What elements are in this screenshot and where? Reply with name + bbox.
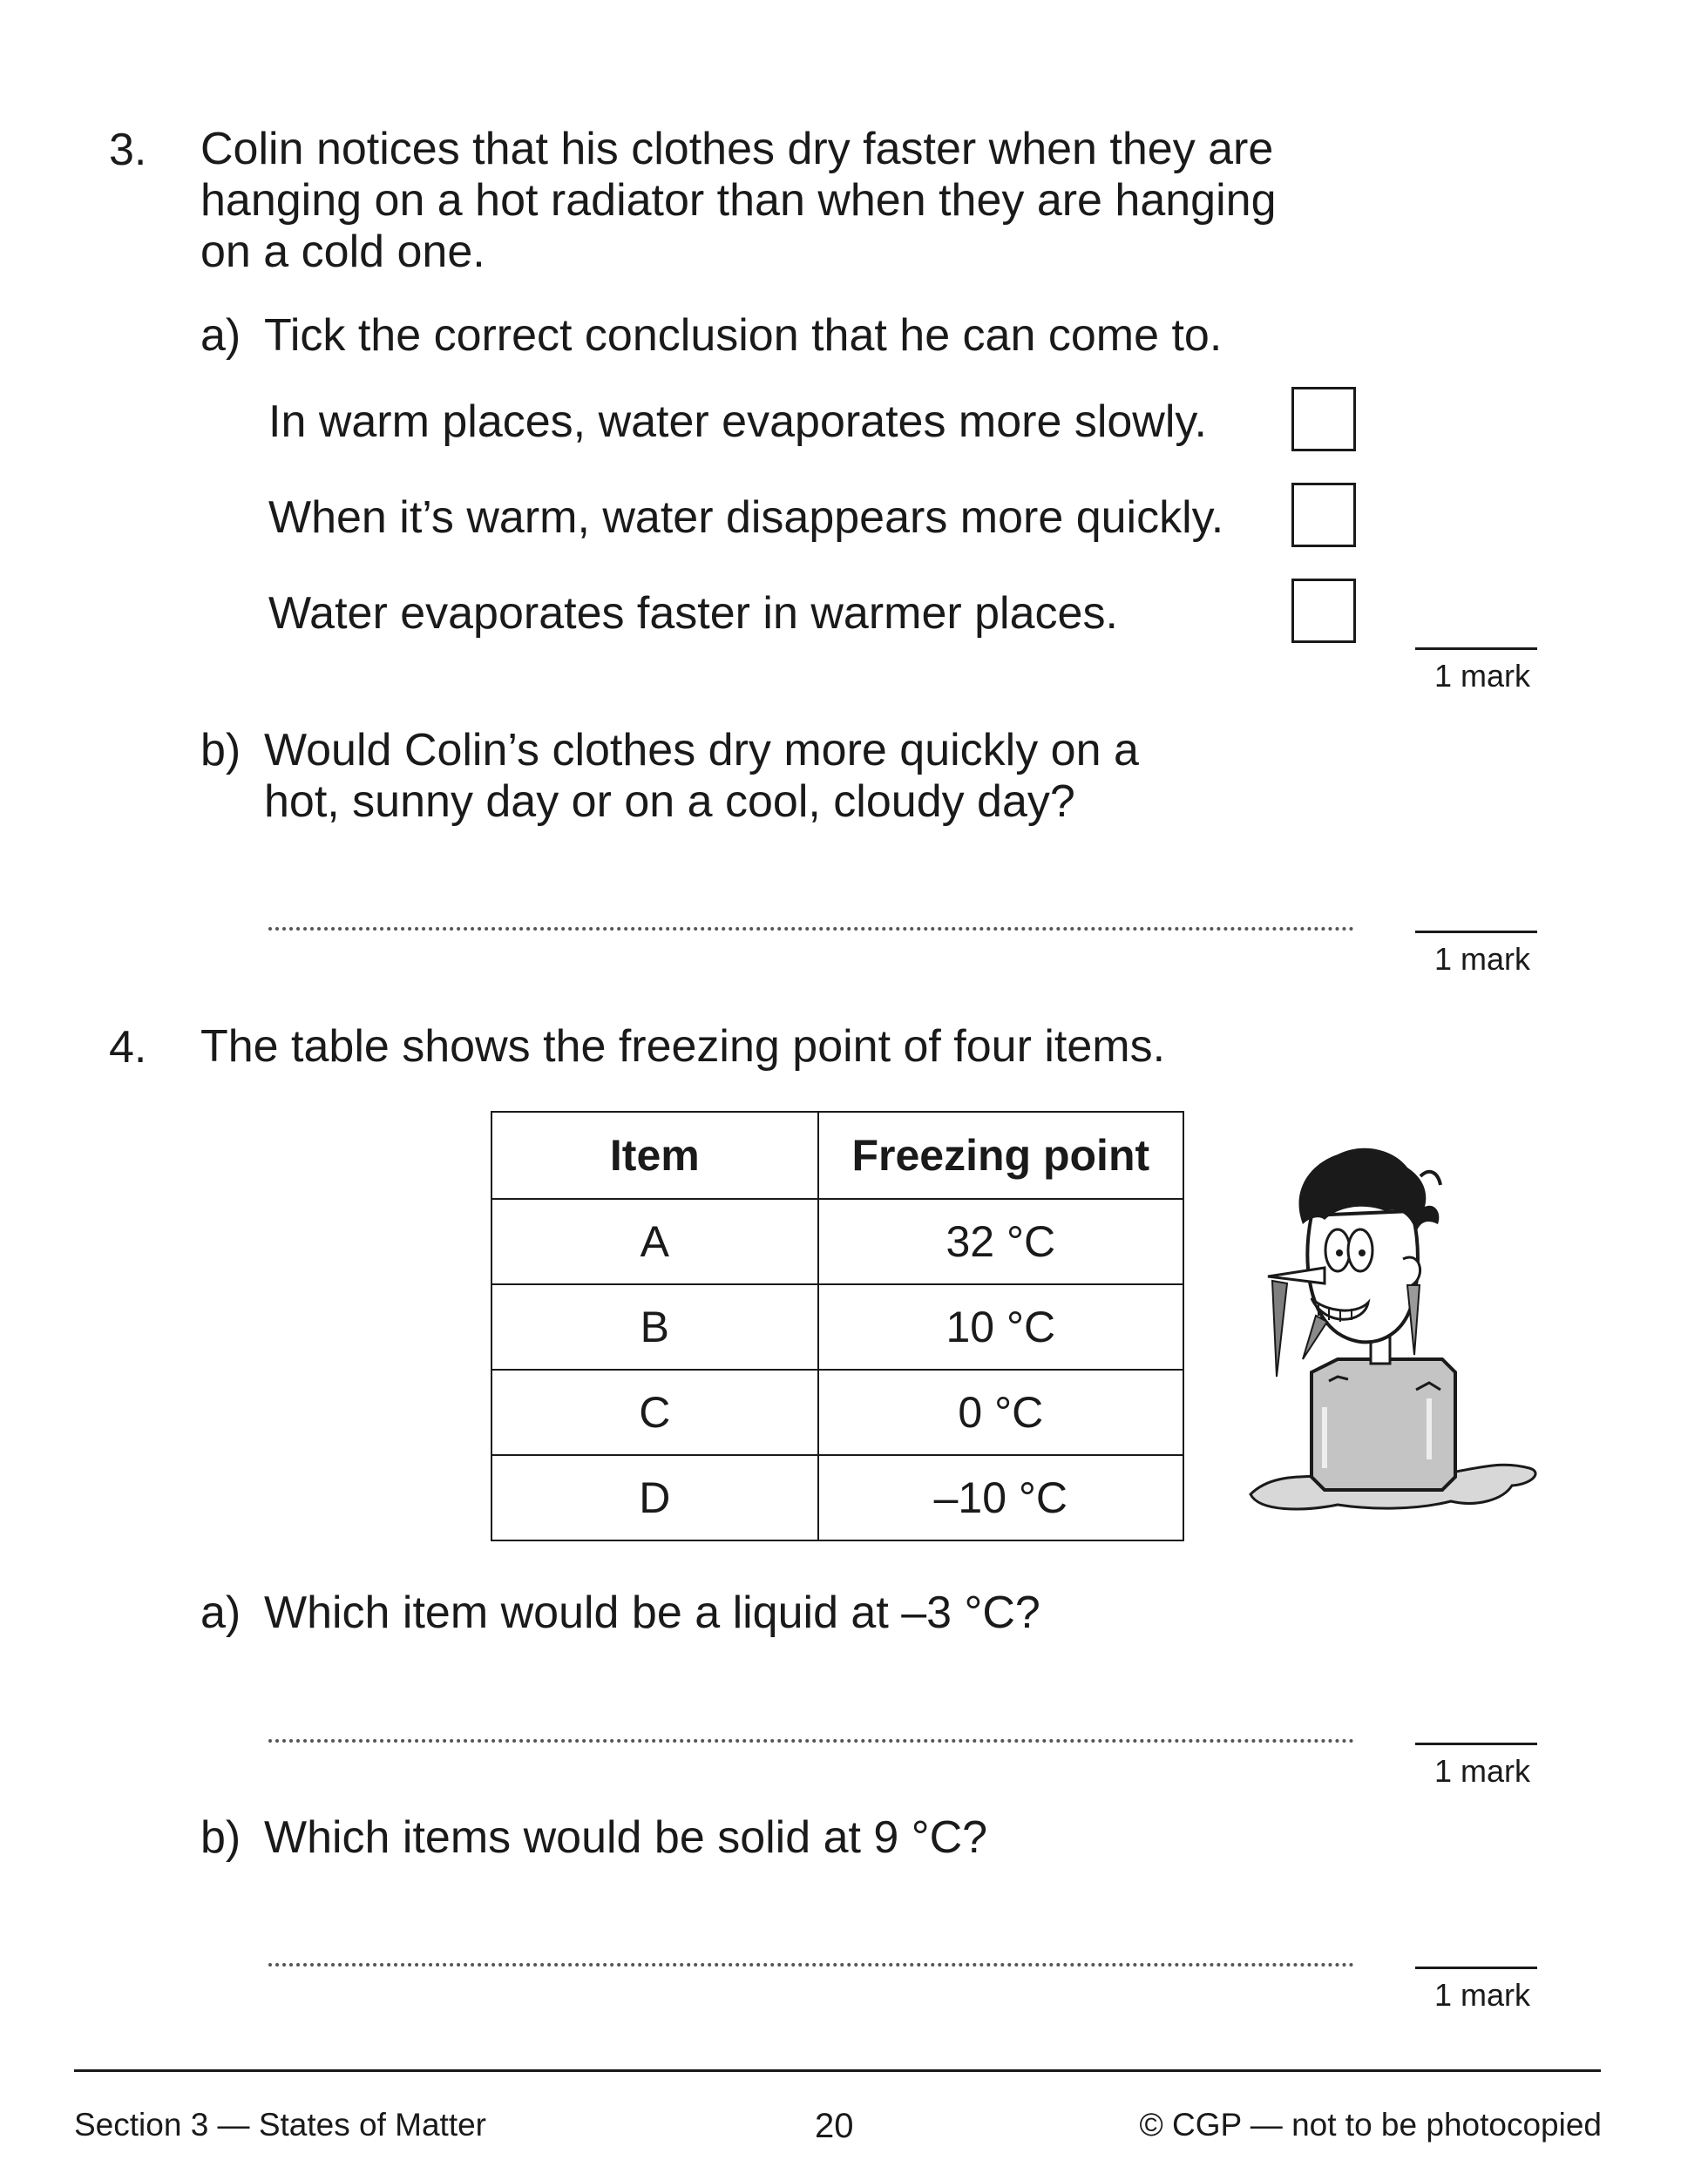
- question-3b-answer-line[interactable]: [268, 927, 1354, 931]
- table-cell-freezing-point: 0 °C: [818, 1370, 1183, 1455]
- question-3b-mark: 1 mark: [1434, 941, 1530, 977]
- frozen-character-illustration: [1242, 1137, 1542, 1520]
- footer-section-title: Section 3 — States of Matter: [74, 2107, 486, 2143]
- option-2-text: When it’s warm, water disappears more quickly.: [268, 492, 1224, 543]
- table-cell-item: C: [491, 1370, 818, 1455]
- table-row: [491, 1455, 1183, 1540]
- question-3b-prompt-line: hot, sunny day or on a cool, cloudy day?: [264, 776, 1075, 827]
- question-4-number: 4.: [109, 1022, 147, 1073]
- table-header-freezing-point: Freezing point: [818, 1112, 1183, 1199]
- question-3b-label: b): [200, 725, 241, 775]
- footer-copyright: © CGP — not to be photocopied: [1139, 2107, 1602, 2143]
- mark-line: [1415, 647, 1537, 650]
- question-4a-prompt: Which item would be a liquid at –3 °C?: [264, 1588, 1040, 1638]
- question-4a-label: a): [200, 1588, 241, 1638]
- table-header-item: Item: [491, 1112, 818, 1199]
- table-row: [491, 1284, 1183, 1370]
- question-4-text: The table shows the freezing point of four items.: [200, 1021, 1166, 1072]
- question-4b-mark: 1 mark: [1434, 1977, 1530, 2013]
- question-3a-prompt: Tick the correct conclusion that he can come to.: [264, 310, 1223, 361]
- mark-line: [1415, 1967, 1537, 1969]
- table-cell-freezing-point: –10 °C: [818, 1455, 1183, 1540]
- table-row: [491, 1199, 1183, 1284]
- question-4b-label: b): [200, 1812, 241, 1863]
- mark-line: [1415, 1743, 1537, 1745]
- question-3b-prompt: [264, 725, 1139, 828]
- freezing-point-table: [491, 1111, 1184, 1541]
- footer-divider: [74, 2069, 1601, 2072]
- table-cell-freezing-point: 10 °C: [818, 1284, 1183, 1370]
- option-1-tickbox[interactable]: [1291, 387, 1356, 451]
- question-3-text-line: Colin notices that his clothes dry faster when they are: [200, 124, 1274, 174]
- question-3-number: 3.: [109, 125, 147, 175]
- table-cell-freezing-point: 32 °C: [818, 1199, 1183, 1284]
- table-header-row: [491, 1112, 1183, 1199]
- question-3b-prompt-line: Would Colin’s clothes dry more quickly on a: [264, 725, 1139, 775]
- table-row: [491, 1370, 1183, 1455]
- question-4a-mark: 1 mark: [1434, 1753, 1530, 1789]
- question-3a-mark: 1 mark: [1434, 658, 1530, 694]
- option-3-tickbox[interactable]: [1291, 579, 1356, 643]
- option-1-text: In warm places, water evaporates more slowly.: [268, 396, 1207, 447]
- page-number: 20: [815, 2107, 854, 2145]
- question-4a-answer-line[interactable]: [268, 1739, 1354, 1743]
- table-cell-item: A: [491, 1199, 818, 1284]
- mark-line: [1415, 931, 1537, 933]
- question-3a-label: a): [200, 310, 241, 361]
- table-cell-item: D: [491, 1455, 818, 1540]
- table-cell-item: B: [491, 1284, 818, 1370]
- question-4b-answer-line[interactable]: [268, 1963, 1354, 1967]
- option-2-tickbox[interactable]: [1291, 483, 1356, 547]
- option-3-text: Water evaporates faster in warmer places.: [268, 588, 1118, 639]
- question-3-text-line: hanging on a hot radiator than when they are hanging: [200, 175, 1277, 226]
- question-4b-prompt: Which items would be solid at 9 °C?: [264, 1812, 988, 1863]
- question-3-text: [200, 124, 1277, 278]
- question-3-text-line: on a cold one.: [200, 227, 485, 277]
